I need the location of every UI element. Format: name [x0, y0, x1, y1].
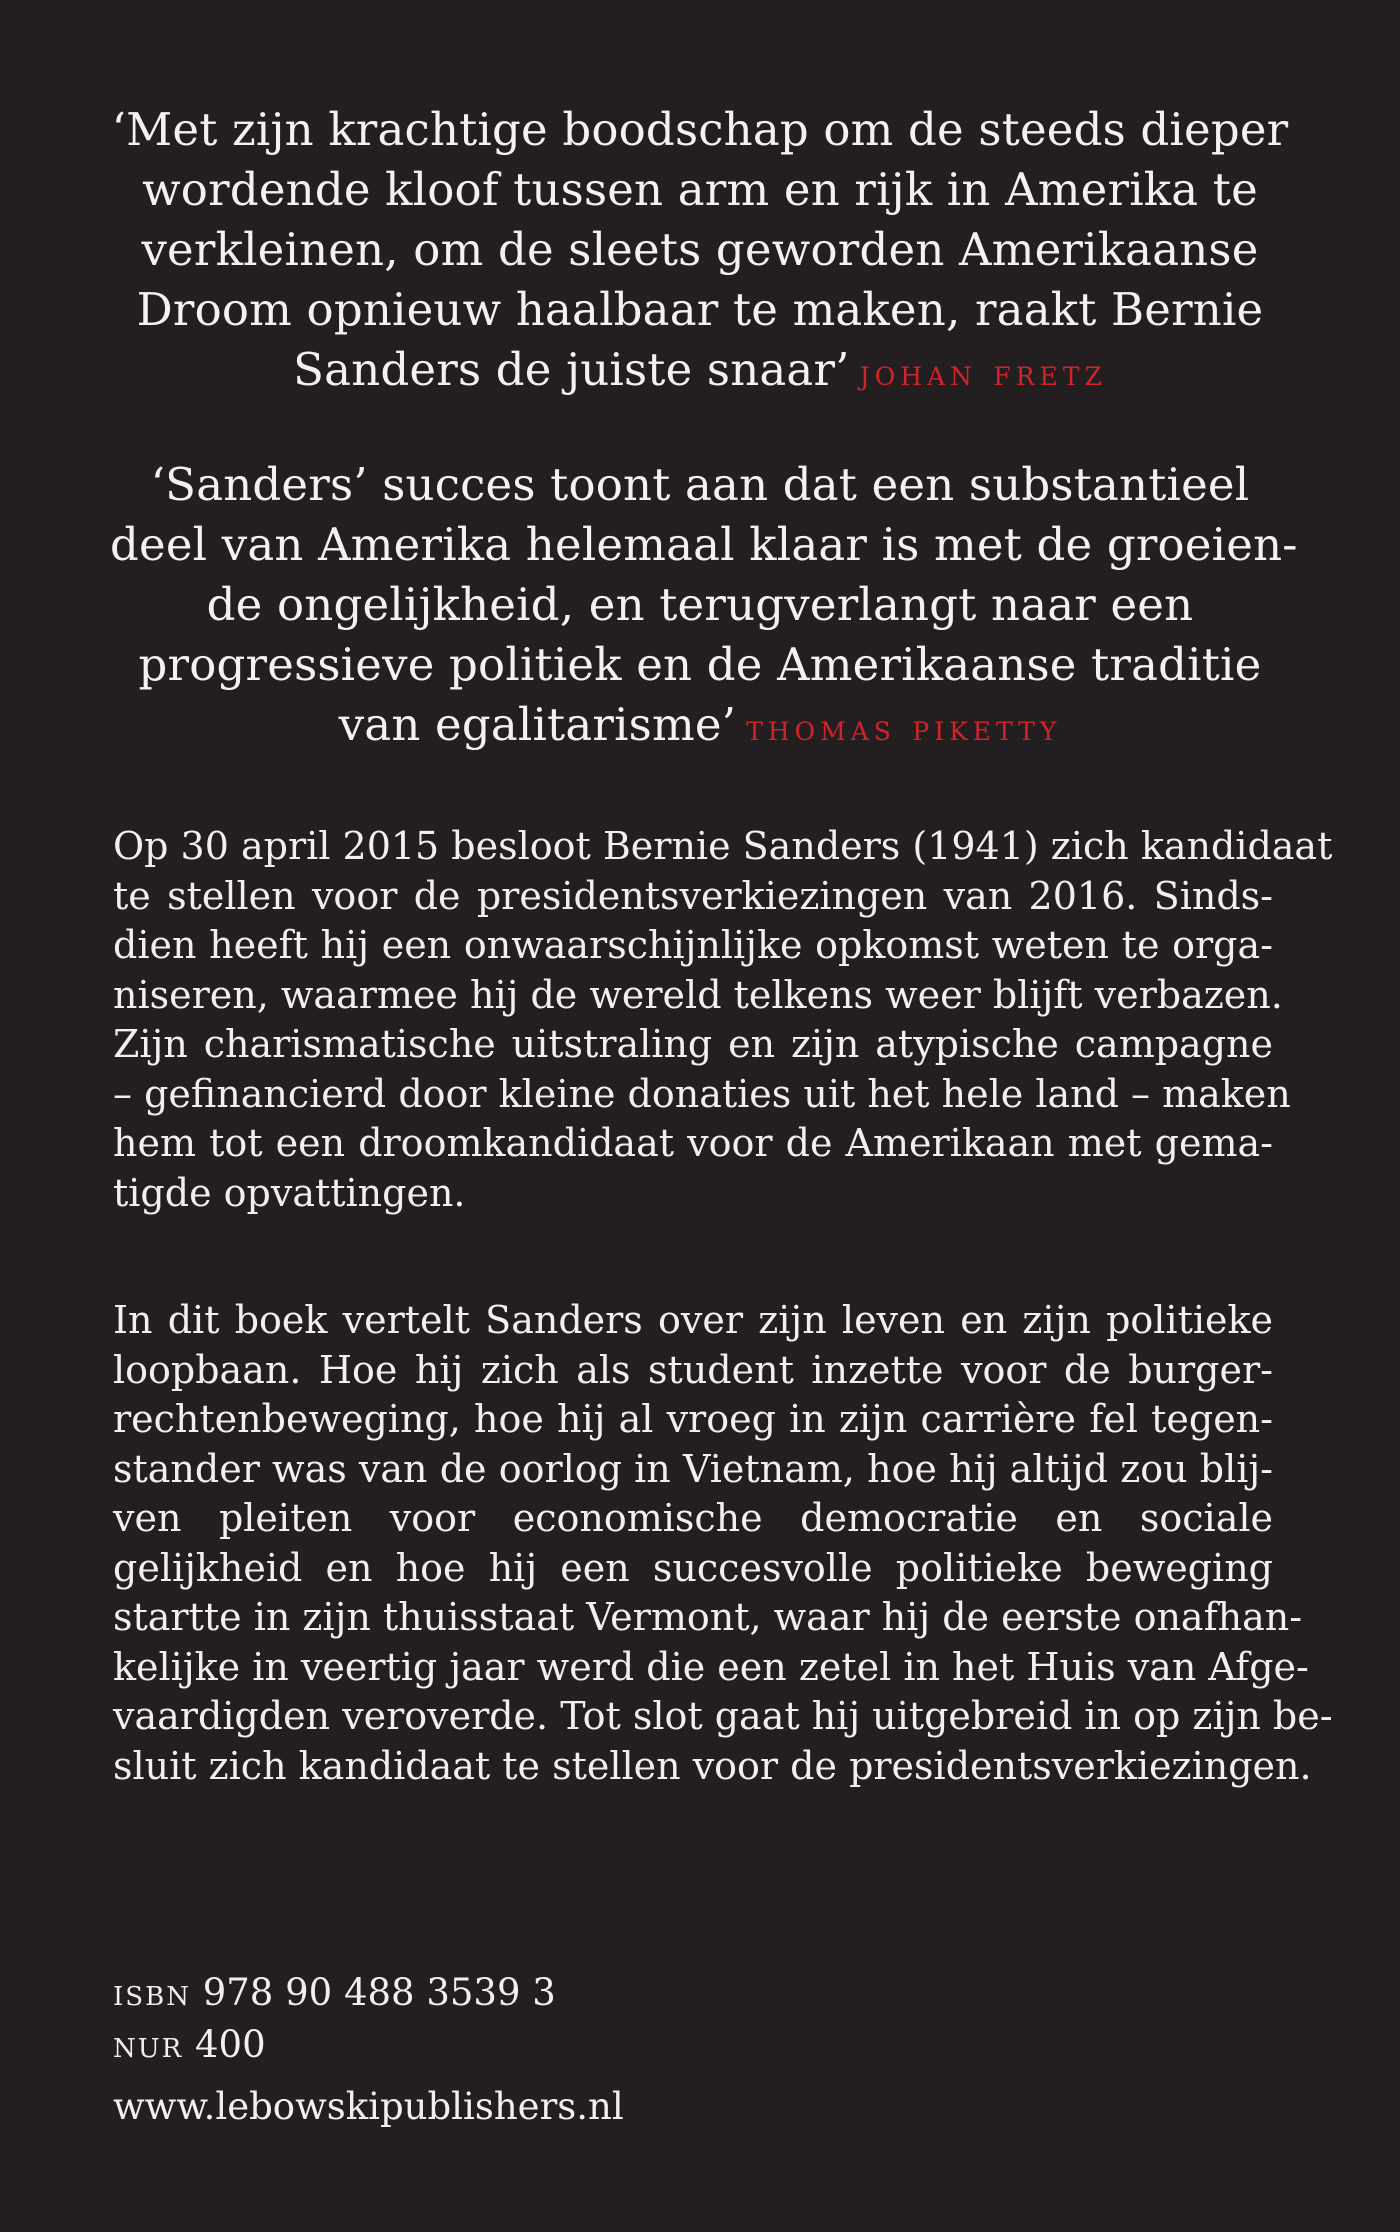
paragraph-line: loopbaan. Hoe hij zich als student inzette voor de burger- — [113, 1347, 1273, 1392]
paragraph-line: sluit zich kandidaat te stellen voor de presidentsverkiezingen. — [113, 1743, 1312, 1788]
paragraph-line: te stellen voor de presidentsverkiezingen van 2016. Sinds- — [113, 873, 1273, 918]
paragraph-line: In dit boek vertelt Sanders over zijn leven en zijn politieke — [113, 1298, 1273, 1342]
paragraph-line: hem tot een droomkandidaat voor de Amerikaan met gema- — [113, 1121, 1273, 1165]
quote-line: wordende kloof tussen arm en rijk in Amerika te — [142, 163, 1258, 216]
quote-line-last — [110, 340, 1290, 404]
description-paragraph-2 — [113, 1296, 1333, 1791]
nur-value: 400 — [195, 2023, 266, 2066]
paragraph-line: – gefinancierd door kleine donaties uit het hele land – maken — [113, 1071, 1291, 1116]
quote-line: de ongelijkheid, en terugverlangt naar een — [206, 578, 1194, 631]
paragraph-line: Op 30 april 2015 besloot Bernie Sanders (1941) zich kandidaat — [113, 824, 1333, 868]
quote-line: Droom opnieuw haalbaar te maken, raakt Bernie — [136, 283, 1264, 336]
paragraph-line: ven pleiten voor economische democratie en sociale — [113, 1496, 1273, 1540]
quote-line: deel van Amerika helemaal klaar is met de groeien- — [110, 518, 1298, 571]
quote-line: progressieve politiek en de Amerikaanse traditie — [138, 638, 1262, 691]
quote-line-text: Sanders de juiste snaar’ — [293, 343, 850, 396]
quote-thomas-piketty — [110, 455, 1298, 759]
nur-line — [113, 2019, 556, 2071]
quote-line-text: van egalitarisme’ — [338, 698, 737, 751]
quote-line-last — [110, 695, 1290, 759]
quote-author: thomas piketty — [746, 708, 1062, 749]
paragraph-line: tigde opvattingen. — [113, 1170, 466, 1215]
paragraph-line: kelijke in veertig jaar werd die een zetel in het Huis van Afge- — [113, 1644, 1309, 1689]
publisher-url[interactable]: www.lebowskipublishers.nl — [113, 2085, 624, 2128]
quote-line: ‘Sanders’ succes toont aan dat een substantieel — [150, 458, 1250, 511]
paragraph-line: dien heeft hij een onwaarschijnlijke opkomst weten te orga- — [113, 923, 1273, 967]
paragraph-line: gelijkheid en hoe hij een succesvolle politieke beweging — [113, 1545, 1273, 1590]
description-paragraph-1 — [113, 822, 1333, 1218]
isbn-label: isbn — [113, 1971, 191, 2014]
quote-line: ‘Met zijn krachtige boodschap om de steeds dieper — [111, 103, 1289, 156]
paragraph-line: rechtenbeweging, hoe hij al vroeg in zijn carrière fel tegen- — [113, 1397, 1273, 1441]
quote-johan-fretz — [110, 100, 1290, 404]
paragraph-line: Zijn charismatische uitstraling en zijn atypische campagne — [113, 1022, 1273, 1066]
quote-author: johan fretz — [859, 353, 1107, 394]
nur-label: nur — [113, 2023, 184, 2066]
isbn-line — [113, 1967, 556, 2019]
book-identifiers — [113, 1967, 556, 2071]
paragraph-line: startte in zijn thuisstaat Vermont, waar hij de eerste onafhan- — [113, 1595, 1303, 1639]
quote-line: verkleinen, om de sleets geworden Amerikaanse — [141, 223, 1259, 276]
paragraph-line: stander was van de oorlog in Vietnam, hoe hij altijd zou blij- — [113, 1446, 1273, 1491]
paragraph-line: vaardigden veroverde. Tot slot gaat hij uitgebreid in op zijn be- — [113, 1694, 1333, 1738]
paragraph-line: niseren, waarmee hij de wereld telkens weer blijft verbazen. — [113, 972, 1283, 1017]
isbn-value: 978 90 488 3539 3 — [202, 1971, 556, 2014]
